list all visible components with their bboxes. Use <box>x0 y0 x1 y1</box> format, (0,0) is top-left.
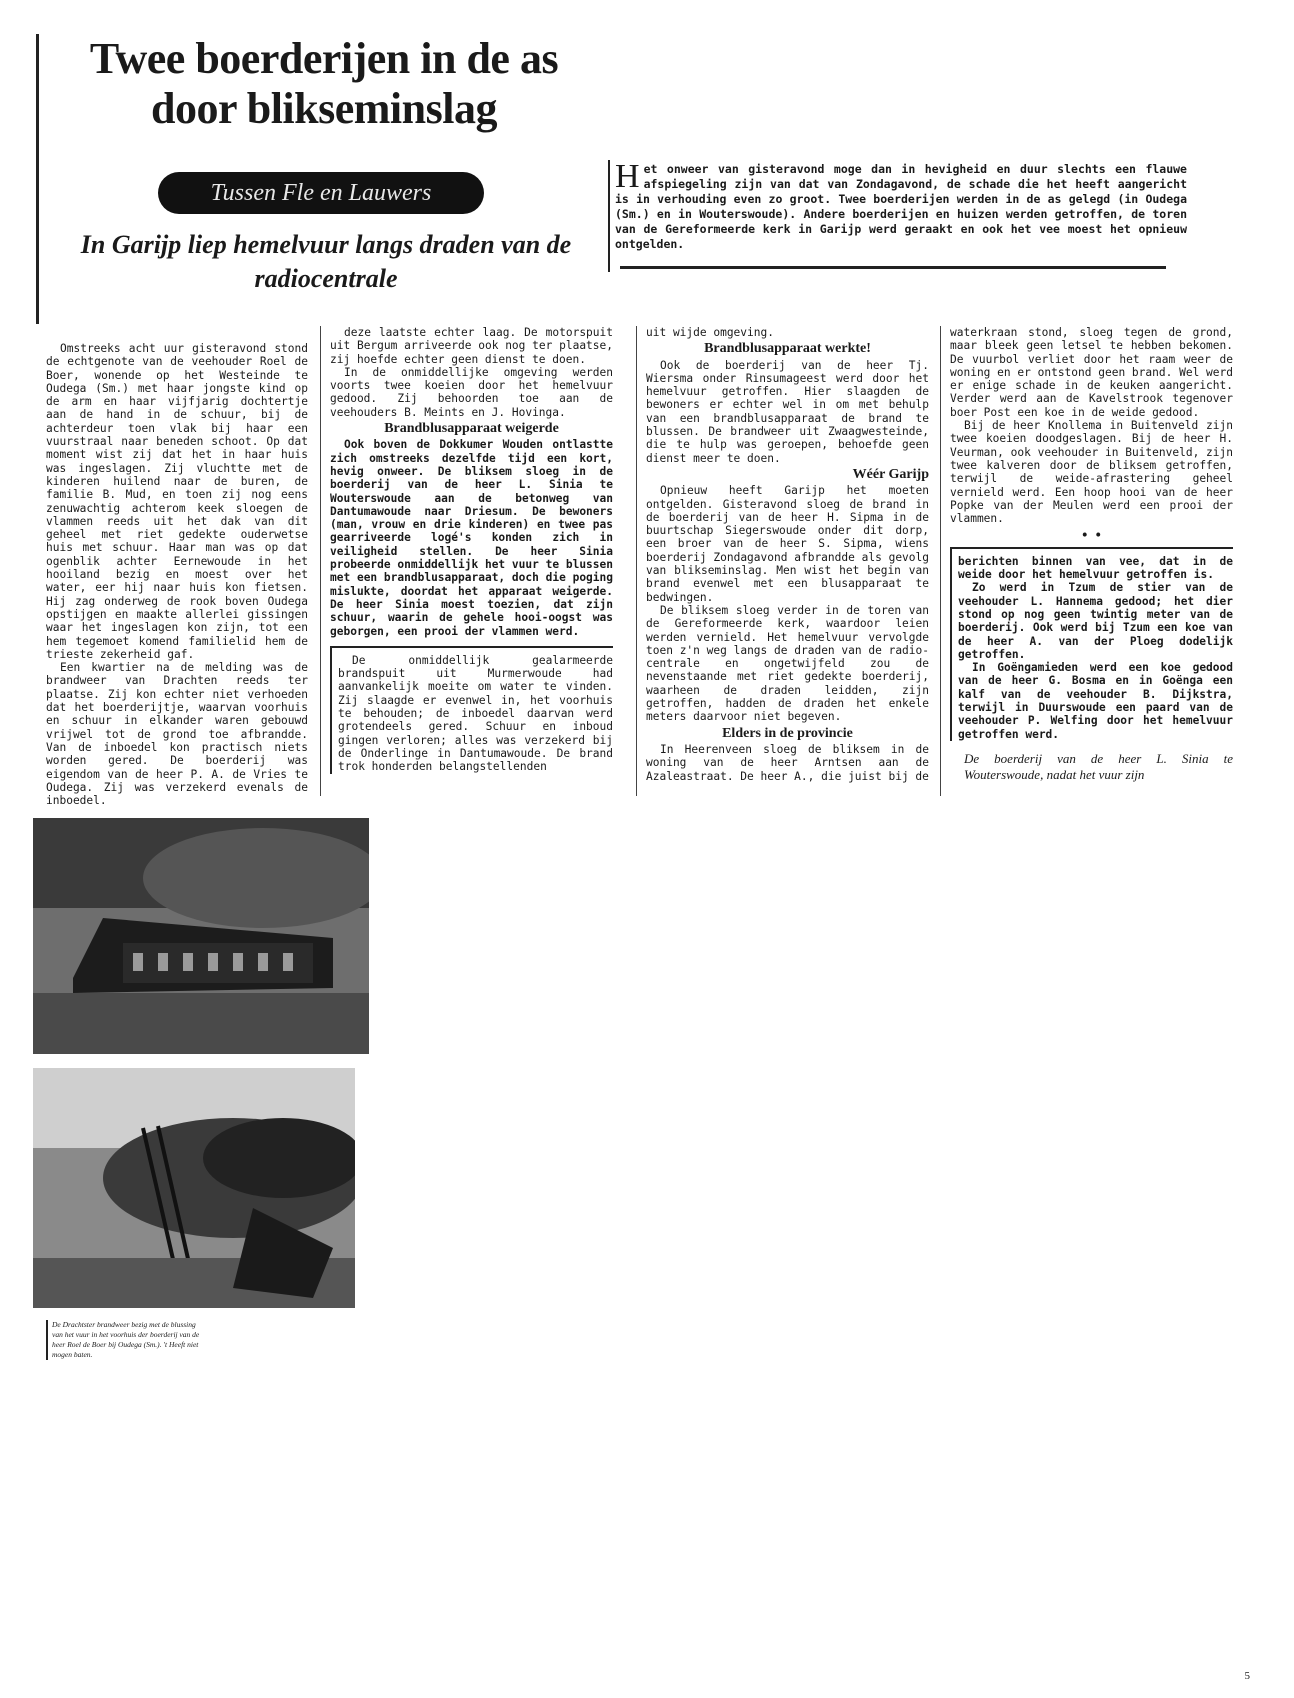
paragraph: Bij de heer Knollema in Buitenveld zijn twee koeien doodgeslagen. Bij de heer H. Veurman, ook veehouder in Buitenveld, zijn twee kalveren door de bliksem getroffen, terwijl de weide-afrastering geheel vernield werd. Een hoop hooi van de heer Popke van der Meulen werd een prooi der vlammen. <box>950 419 1233 526</box>
paragraph: uit wijde omgeving. <box>646 326 774 339</box>
photo-fire-brigade-image <box>33 1068 355 1308</box>
section-heading: Brandblusapparaat weigerde <box>384 421 559 437</box>
photo-caption-left: De Drachtster brandweer bezig met de blussing van het vuur in het voorhuis der boerderij van de heer Roel de Boer bij Oudega (Sm.). 't Heeft niet mogen baten. <box>46 1320 206 1360</box>
section-heading: Wéér Garijp <box>852 466 929 482</box>
article-column-2 <box>330 326 613 774</box>
kicker-banner: Tussen Fle en Lauwers <box>158 172 484 214</box>
paragraph: In Heerenveen sloeg de bliksem in de woning van de heer Arntsen aan de Azaleastraat. De heer A., die juist bij de <box>646 742 929 783</box>
page-number: 5 <box>1244 1670 1250 1682</box>
separator-dots: • • <box>1081 529 1102 543</box>
paragraph: waterkraan stond, sloeg tegen de grond, maar bleek geen letsel te hebben bekomen. De vuurbol verliet door het raam weer de woning en er ontstond geen brand. Wel werd er enige schade in de keuken aangericht. Verder werd aan de Kavelstrook tegenover boer Post een koe in de weide gedood. <box>950 326 1233 419</box>
headline-rule <box>36 34 39 324</box>
paragraph: In Goëngamieden werd een koe gedood van de heer G. Bosma en in Goënga een kalf van de veehouder B. Dijkstra, terwijl in Duurswoude een paard van de veehouder P. Welfing door het hemelvuur getroffen werd. <box>958 661 1233 741</box>
paragraph: Ook boven de Dokkumer Wouden ontlastte zich omstreeks dezelfde tijd een kort, hevig onweer. De bliksem sloeg in de boerderij van de heer L. Sinia te Wouterswoude aan de betonweg van Dantumawoude naar Driesum. De bewoners (man, vrouw en drie kinderen) en twee pas gearriveerde logé's konden zich in veiligheid stellen. De heer Sinia probeerde onmiddellijk het vuur te blussen met een brandblusapparaat, doch die poging mislukte, doordat het apparaat weigerde. De heer Sinia moest toezien, dat zijn schuur, waarin de gehele hooi-oogst was geborgen, een prooi der vlammen werd. <box>330 438 613 638</box>
paragraph: berichten binnen van vee, dat in de weide door het hemelvuur getroffen is. <box>958 554 1233 582</box>
paragraph: In de onmiddellijke omgeving werden voorts twee koeien door het hemelvuur gedood. Zij behoorden toe aan de veehouders B. Meints en J. Hovinga. <box>330 365 613 419</box>
intro-underline <box>620 266 1166 269</box>
article-column-4 <box>950 326 1233 783</box>
column-divider <box>320 326 321 796</box>
subheadline: In Garijp liep hemelvuur langs draden van de radiocentrale <box>80 230 572 293</box>
paragraph: Ook de boerderij van de heer Tj. Wiersma onder Rinsumageest werd door het hemelvuur getroffen. Hier slaagden de bewoners er echter wel in om met behulp van een brandblusapparaat de brand te blussen. De brandweer uit Zwaagwesteinde, die te hulp was geroepen, behoefde geen dienst meer te doen. <box>646 358 929 465</box>
article-column-1 <box>46 342 308 807</box>
boxed-section <box>950 547 1233 741</box>
paragraph: Omstreeks acht uur gisteravond stond de echtgenote van de veehouder Roel de Boer, wonende op het Westeinde te Oudega (Sm.) met haar jongste kind op de arm en haar vijfjarig dochtertje aan de hand in de schuur, bij de achterdeur toen vlak bij haar een vuurstraal naar beneden schoot. Op dat moment wist zij dat het in haar huis was ingeslagen. Zij vluchtte met de kinderen huilend naar de buren, de familie B. Mud, en toen zij nog eens zenuwachtig achterom keek sloegen de vlammen reeds uit het dak van dit geheel met riet gedekte ouderwetse huis met schuur. Haar man was op dat ogenblik achter Eernewoude in het hooiland bezig en moest over het water, eer hij naar huis kon fietsen. Hij zag onderweg de rook boven Oudega opstijgen en maakte allerlei gissingen waar het ingeslagen kon zijn, tot een hem tegemoet komend familielid hem de trieste zekerheid gaf. <box>46 342 308 661</box>
section-heading: Brandblusapparaat werkte! <box>704 341 871 357</box>
section-heading: Elders in de provincie <box>722 725 853 741</box>
intro-paragraph <box>615 158 1187 252</box>
paragraph: Zo werd in Tzum de stier van de veehouder L. Hannema gedood; het dier stond op nog geen twintig meter van de boerderij. Ook werd bij Tzum een koe van de heer A. van der Ploeg dodelijk getroffen. <box>958 581 1233 661</box>
intro-rule <box>608 160 610 272</box>
photo-burning-farm-image <box>33 818 369 1054</box>
paragraph: deze laatste echter laag. De motorspuit uit Bergum arriveerde ook nog ter plaatse, zij hoefde echter geen dienst te doen. <box>330 326 613 366</box>
drop-cap: H <box>615 158 640 195</box>
photo-caption-right: De boerderij van de heer L. Sinia te Wouterswoude, nadat het vuur zijn <box>964 750 1233 782</box>
paragraph: De bliksem sloeg verder in de toren van de Gereformeerde kerk, waardoor leien werden vernield. Het hemelvuur vervolgde toen z'n weg langs de draden van de radio-centrale en ongetwijfeld zou de nevenstaande met riet gedekte boerderij, waarheen de draden leidden, zijn getroffen, hadden de draden het enkele meters daarvoor niet begeven. <box>646 603 929 724</box>
boxed-paragraph <box>330 646 613 774</box>
paragraph: Opnieuw heeft Garijp het moeten ontgelden. Gisteravond sloeg de brand in de boerderij van de heer H. Sipma in de buurtschap Siegerswoude onder dit dorp, een broer van de heer S. Sipma, wiens boerderij Zondagavond afbrandde als gevolg van blikseminslag. Men wist het begin van brand evenwel met een blusapparaat te bedwingen. <box>646 484 929 604</box>
article-column-3 <box>646 326 929 783</box>
paragraph: De onmiddellijk gealarmeerde brandspuit uit Murmerwoude had aanvankelijk moeite om water te vinden. Zij slaagde er evenwel in, het voorhuis te behouden; de inboedel daarvan werd grotendeels gered. Schuur en inboud gingen verloren; alles was verzekerd bij de Onderlinge in Dantumawoude. De brand trok honderden belangstellenden <box>338 653 613 774</box>
photo-burning-farm <box>33 818 369 1054</box>
column-divider <box>636 326 637 796</box>
paragraph: Een kwartier na de melding was de brandweer van Drachten reeds ter plaatse. Zij kon echter niet verhoeden dat het boerderijtje, waarvan voorhuis en schuur in elkander waren gebouwd vrijwel tot de grond toe afbrandde. Van de inboedel kon practisch niets worden gered. De boerderij was eigendom van de heer P. A. de Vries te Oudega. Zij was verzekerd evenals de inboedel. <box>46 661 308 808</box>
column-divider <box>940 326 941 796</box>
headline: Twee boerderijen in de as door blikseminslag <box>89 34 559 133</box>
intro-text: et onweer van gisteravond moge dan in hevigheid en duur slechts een flauwe afspiegeling zijn van dat van Zondagavond, de schade die het heeft aangericht is in verhouding even zo groot. Twee boerderijen werden in de as gelegd (in Oudega (Sm.) en in Wouterswoude). Andere boerderijen en huizen werden getroffen, de toren van de Gereformeerde kerk in Garijp werd geraakt en ook het vee moest het opnieuw ontgelden. <box>615 162 1187 251</box>
photo-fire-brigade <box>33 1068 355 1308</box>
